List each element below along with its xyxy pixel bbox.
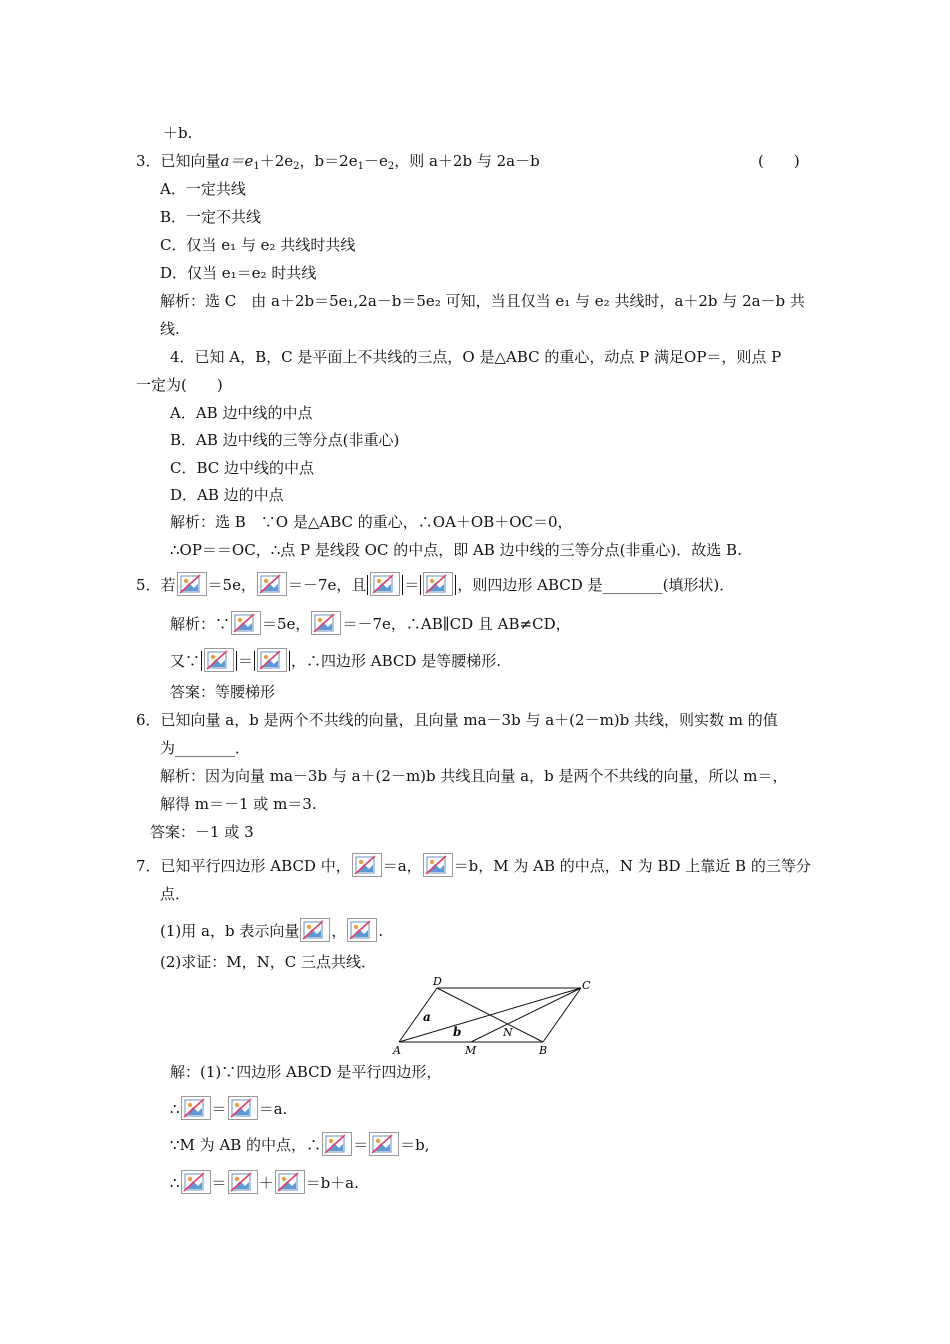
broken-image-icon [228,1170,258,1194]
broken-image-icon [311,611,341,635]
q3-answer-paren: ( ) [758,152,800,170]
broken-image-icon [181,1096,211,1120]
q7-solution-line4: ∴ ＝ ＋ ＝b＋a. [170,1170,359,1190]
q4-stem-line2: 一定为( ) [136,376,223,394]
broken-image-icon [204,648,234,672]
q2-tail: ＋b. [163,124,193,142]
broken-image-icon [423,572,453,596]
q4-analysis-line2: ∴OP＝＝OC，∴点 P 是线段 OC 的中点，即 AB 边中线的三等分点(非重心)．故选 B. [170,541,742,559]
broken-image-icon [423,853,453,877]
q5-answer: 答案：等腰梯形 [170,683,276,701]
broken-image-icon [369,1132,399,1156]
q3-option-d: D．仅当 e₁＝e₂ 时共线 [160,264,317,282]
q4-option-c: C．BC 边中线的中点 [170,459,315,477]
q7-solution-line3: ∵M 为 AB 的中点，∴ ＝ ＝b, [170,1132,429,1152]
broken-image-icon [181,1170,211,1194]
q3-option-c: C．仅当 e₁ 与 e₂ 共线时共线 [160,236,356,254]
q7-part1: (1)用 a，b 表示向量 ， . [160,918,383,938]
broken-image-icon [275,1170,305,1194]
q5-analysis-line1: 解析：∵ ＝5e， ＝－7e，∴AB∥CD 且 AB≠CD， [170,611,571,631]
broken-image-icon [352,853,382,877]
q7-stem-line2: 点． [160,885,191,903]
label-vector-b: b [453,1025,462,1039]
label-n: N [503,1026,513,1039]
q6-analysis-line2: 解得 m＝－1 或 m＝3. [160,795,317,813]
label-a: A [393,1044,401,1057]
broken-image-icon [370,572,400,596]
q7-stem-line1: 7．已知平行四边形 ABCD 中， ＝a， ＝b，M 为 AB 的中点，N 为 BD 上靠近 B 的三等分 [136,853,811,873]
q7-part2: (2)求证：M，N，C 三点共线． [160,953,376,971]
q6-answer: 答案：－1 或 3 [150,823,254,841]
q3-stem: 3．已知向量$a=e_1+2e_2$，$b=2e_1-e_2$，则 a＋2b 与 2a－b [136,152,540,172]
label-b: B [539,1044,548,1057]
q7-solution-line1: 解：(1)∵四边形 ABCD 是平行四边形， [170,1063,442,1081]
label-d: D [433,976,442,988]
q4-option-d: D．AB 边的中点 [170,486,284,504]
label-c: C [582,979,591,992]
broken-image-icon [231,611,261,635]
q6-stem-line1: 6．已知向量 a，b 是两个不共线的向量，且向量 ma－3b 与 a＋(2－m)b 共线，则实数 m 的值 [136,711,778,729]
broken-image-icon [177,572,207,596]
q4-stem-line1: 4．已知 A，B，C 是平面上不共线的三点，O 是△ABC 的重心，动点 P 满足OP＝，则点 P [170,348,782,366]
q3-analysis-line1: 解析：选 C 由 a＋2b＝5e₁,2a－b＝5e₂ 可知，当且仅当 e₁ 与 e₂ 共线时，a＋2b 与 2a－b 共 [160,292,805,310]
q5-stem: 5．若 ＝5e， ＝－7e，且 ＝ ，则四边形 ABCD 是________(填形状)． [136,572,734,592]
parallelogram-figure [385,976,600,1060]
q4-option-a: A．AB 边中线的中点 [170,404,313,422]
q6-analysis-line1: 解析：因为向量 ma－3b 与 a＋(2－m)b 共线且向量 a，b 是两个不共线的向量，所以 m＝， [160,767,788,785]
broken-image-icon [300,918,330,942]
q3-option-b: B．一定不共线 [160,208,262,226]
broken-image-icon [322,1132,352,1156]
q6-stem-line2: 为________． [160,739,251,757]
q5-analysis-line2: 又∵ ＝ ，∴四边形 ABCD 是等腰梯形. [170,648,501,668]
q4-analysis-line1: 解析：选 B ∵O 是△ABC 的重心，∴OA＋OB＋OC＝0， [170,513,573,531]
broken-image-icon [347,918,377,942]
label-m: M [465,1044,477,1057]
q3-option-a: A．一定共线 [160,180,246,198]
q3-analysis-line2: 线. [160,320,180,338]
broken-image-icon [228,1096,258,1120]
label-vector-a: a [423,1010,431,1024]
broken-image-icon [257,648,287,672]
q7-solution-line2: ∴ ＝ ＝a. [170,1096,287,1116]
broken-image-icon [257,572,287,596]
q4-option-b: B．AB 边中线的三等分点(非重心) [170,431,400,449]
